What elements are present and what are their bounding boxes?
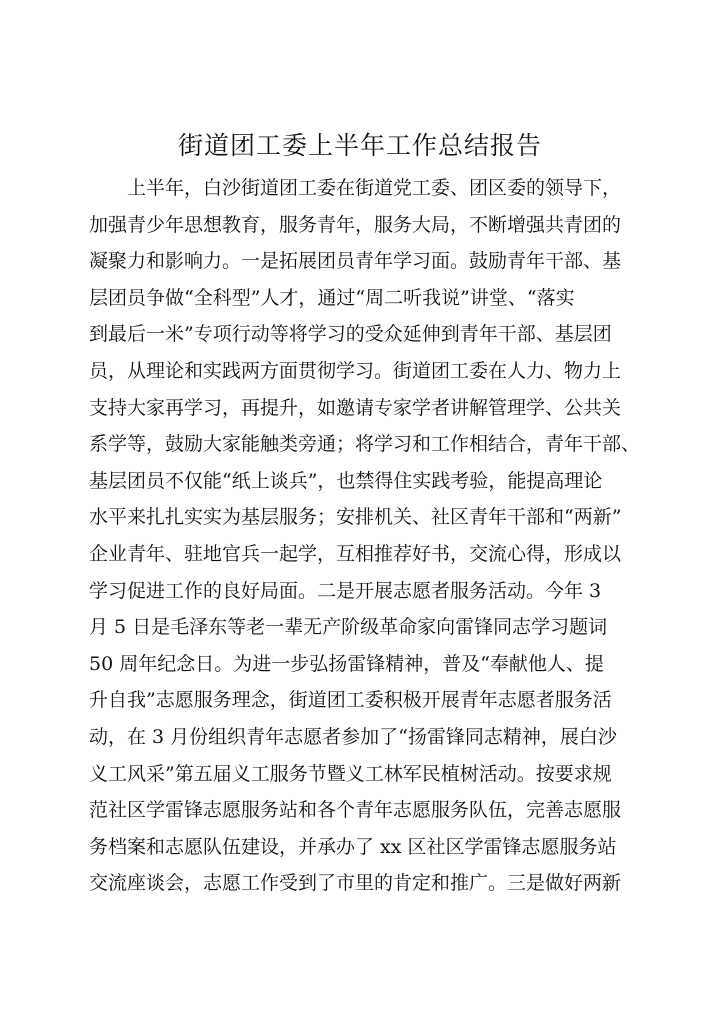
document-title: 街道团工委上半年工作总结报告 xyxy=(177,131,542,160)
body-line-2: 加强青少年思想教育，服务青年，服务大局，不断增强共青团的 xyxy=(89,213,622,236)
body-line-9: 基层团员不仅能“纸上谈兵”，也禁得住实践考验，能提高理论 xyxy=(89,469,603,492)
body-line-7: 支持大家再学习，再提升，如邀请专家学者讲解管理学、公共关 xyxy=(89,396,622,419)
document-body xyxy=(89,170,649,902)
body-line-8: 系学等，鼓励大家能触类旁通；将学习和工作相结合，青年干部、 xyxy=(89,433,641,456)
body-line-20: 交流座谈会，志愿工作受到了市里的肯定和推广。三是做好两新 xyxy=(89,872,622,895)
body-line-15: 升自我”志愿服务理念，街道团工委积极开展青年志愿者服务活 xyxy=(89,689,612,712)
body-line-13: 月 5 日是毛泽东等老一辈无产阶级革命家向雷锋同志学习题词 xyxy=(89,616,608,639)
body-line-6: 员，从理论和实践两方面贯彻学习。街道团工委在人力、物力上 xyxy=(89,359,622,382)
body-line-3: 凝聚力和影响力。一是拓展团员青年学习面。鼓励青年干部、基 xyxy=(89,250,622,273)
body-line-19: 务档案和志愿队伍建设，并承办了 xx 区社区学雷锋志愿服务站 xyxy=(89,835,617,858)
body-line-18: 范社区学雷锋志愿服务站和各个青年志愿服务队伍，完善志愿服 xyxy=(89,799,622,822)
body-line-11: 企业青年、驻地官兵一起学，互相推荐好书，交流心得，形成以 xyxy=(89,542,622,565)
body-line-16: 动，在 3 月份组织青年志愿者参加了“扬雷锋同志精神，展白沙 xyxy=(89,725,617,748)
body-line-14: 50 周年纪念日。为进一步弘扬雷锋精神，普及“奉献他人、提 xyxy=(89,652,604,675)
body-line-17: 义工风采”第五届义工服务节暨义工林军民植树活动。按要求规 xyxy=(89,762,612,785)
body-line-4: 层团员争做“全科型”人才，通过“周二听我说”讲堂、“落实 xyxy=(89,286,575,309)
body-line-10: 水平来扎扎实实为基层服务；安排机关、社区青年干部和“两新” xyxy=(89,506,622,529)
body-line-5: 到最后一米”专项行动等将学习的受众延伸到青年干部、基层团 xyxy=(89,323,612,346)
body-line-1: 上半年，白沙街道团工委在街道党工委、团区委的领导下， xyxy=(127,177,622,199)
body-line-12: 学习促进工作的良好局面。二是开展志愿者服务活动。今年 3 xyxy=(89,579,602,602)
